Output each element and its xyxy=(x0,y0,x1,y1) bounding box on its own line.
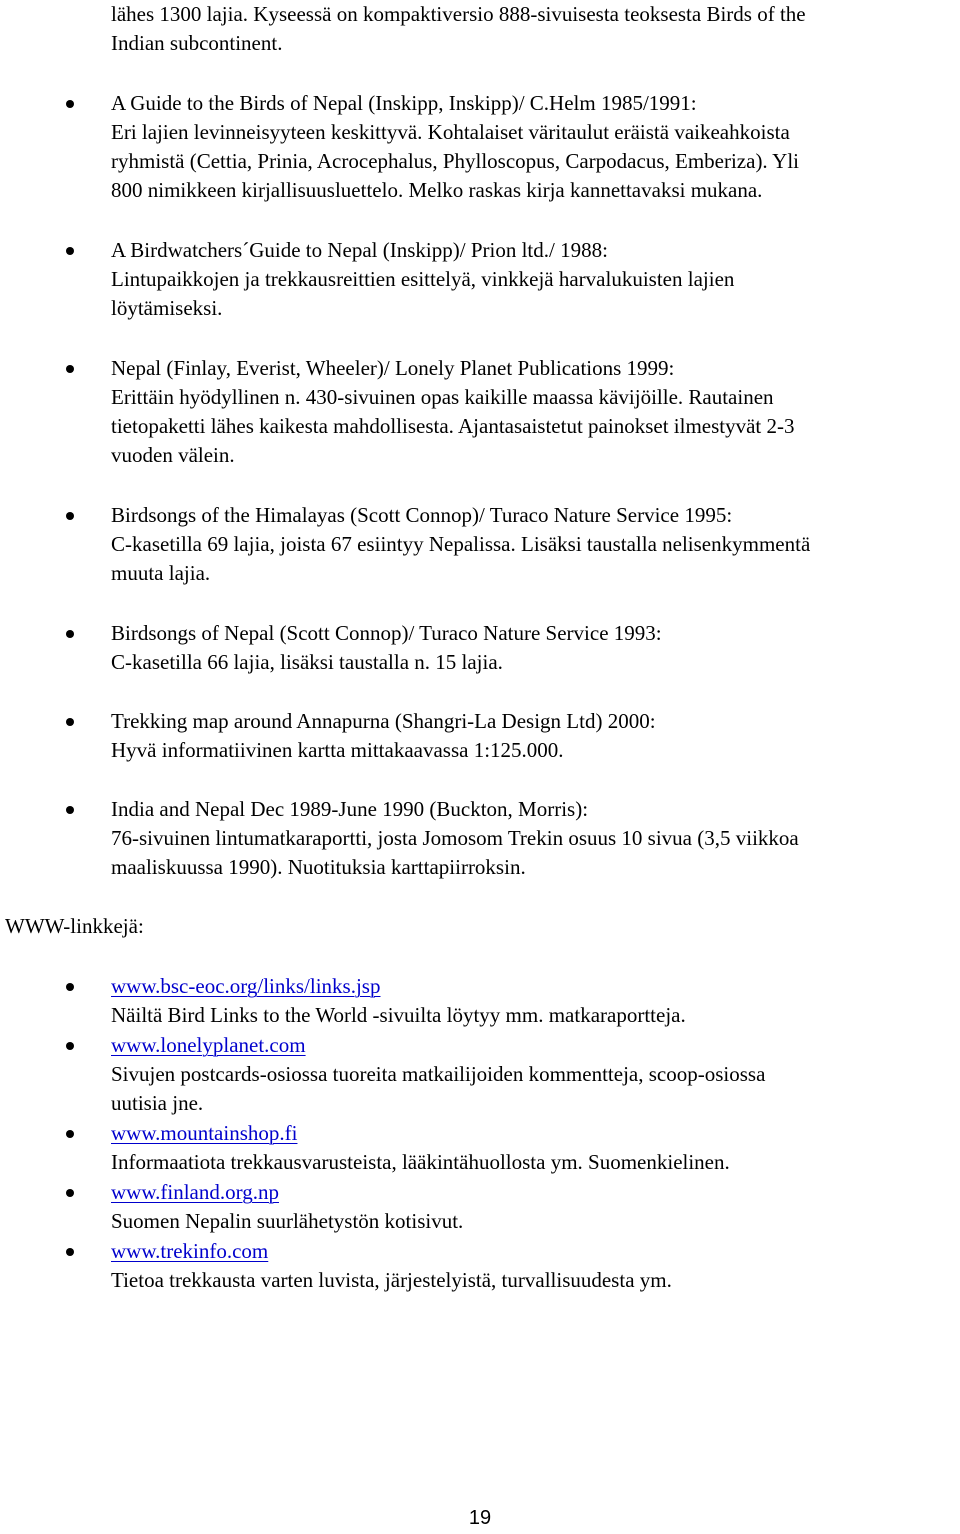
item-1-line-3: 800 nimikkeen kirjallisuusluettelo. Melko raskas kirja kannettavaksi mukana. xyxy=(111,178,763,202)
bullet-icon xyxy=(66,718,74,726)
item-1-line-1: Eri lajien levinneisyyteen keskittyvä. Kohtalaiset väritaulut eräistä vaikeahkoista xyxy=(111,120,790,144)
item-4-line-1: C-kasetilla 69 lajia, joista 67 esiintyy Nepalissa. Lisäksi taustalla nelisenkymmentä xyxy=(111,532,811,556)
link-item-4 xyxy=(111,1237,268,1267)
bullet-icon xyxy=(66,100,74,108)
item-2-line-0: A Birdwatchers´Guide to Nepal (Inskipp)/ Prion ltd./ 1988: xyxy=(111,238,608,262)
bullet-icon xyxy=(66,1130,74,1138)
links-heading: WWW-linkkejä: xyxy=(5,914,144,938)
item-7-line-2: maaliskuussa 1990). Nuotituksia karttapiirroksin. xyxy=(111,855,526,879)
item-3-line-2: tietopaketti lähes kaikesta mahdollisesta. Ajantasaistetut painokset ilmestyvät 2-3 xyxy=(111,414,795,438)
link-lonelyplanet[interactable]: www.lonelyplanet.com xyxy=(111,1033,306,1057)
link-finland-embassy[interactable]: www.finland.org.np xyxy=(111,1180,279,1204)
bullet-icon xyxy=(66,1042,74,1050)
item-3-line-3: vuoden välein. xyxy=(111,443,235,467)
item-5-line-1: C-kasetilla 66 lajia, lisäksi taustalla n. 15 lajia. xyxy=(111,650,503,674)
link-mountainshop[interactable]: www.mountainshop.fi xyxy=(111,1121,298,1145)
item-3-line-0: Nepal (Finlay, Everist, Wheeler)/ Lonely Planet Publications 1999: xyxy=(111,356,675,380)
link-item-2 xyxy=(111,1119,297,1149)
link-0-desc: Näiltä Bird Links to the World -sivuilta löytyy mm. matkaraportteja. xyxy=(111,1003,686,1027)
item-3-line-1: Erittäin hyödyllinen n. 430-sivuinen opas kaikille maassa kävijöille. Rautainen xyxy=(111,385,774,409)
link-1-desc-line-1: uutisia jne. xyxy=(111,1091,204,1115)
item-1-line-0: A Guide to the Birds of Nepal (Inskipp, Inskipp)/ C.Helm 1985/1991: xyxy=(111,91,697,115)
bullet-icon xyxy=(66,1189,74,1197)
link-item-0 xyxy=(111,972,380,1002)
item-2-line-1: Lintupaikkojen ja trekkausreittien esittelyä, vinkkejä harvalukuisten lajien xyxy=(111,267,735,291)
bullet-icon xyxy=(66,365,74,373)
link-1-desc-line-0: Sivujen postcards-osiossa tuoreita matkailijoiden kommentteja, scoop-osiossa xyxy=(111,1062,766,1086)
bullet-icon xyxy=(66,983,74,991)
bullet-icon xyxy=(66,806,74,814)
link-3-desc: Suomen Nepalin suurlähetystön kotisivut. xyxy=(111,1209,464,1233)
item-4-line-0: Birdsongs of the Himalayas (Scott Connop)/ Turaco Nature Service 1995: xyxy=(111,503,733,527)
item-4-line-2: muuta lajia. xyxy=(111,561,211,585)
link-bsc-eoc[interactable]: www.bsc-eoc.org/links/links.jsp xyxy=(111,974,381,998)
bullet-icon xyxy=(66,247,74,255)
bullet-icon xyxy=(66,630,74,638)
item-2-line-2: löytämiseksi. xyxy=(111,296,223,320)
bullet-icon xyxy=(66,1248,74,1256)
page-number: 19 xyxy=(468,1507,492,1529)
link-item-1 xyxy=(111,1031,306,1061)
item-7-line-1: 76-sivuinen lintumatkaraportti, josta Jomosom Trekin osuus 10 sivua (3,5 viikkoa xyxy=(111,826,799,850)
item-7-line-0: India and Nepal Dec 1989-June 1990 (Buckton, Morris): xyxy=(111,797,589,821)
link-2-desc: Informaatiota trekkausvarusteista, lääkintähuollosta ym. Suomenkielinen. xyxy=(111,1150,730,1174)
item-6-line-1: Hyvä informatiivinen kartta mittakaavassa 1:125.000. xyxy=(111,738,564,762)
bullet-icon xyxy=(66,512,74,520)
item-0-line-0: lähes 1300 lajia. Kyseessä on kompaktiversio 888-sivuisesta teoksesta Birds of the xyxy=(111,2,806,26)
item-1-line-2: ryhmistä (Cettia, Prinia, Acrocephalus, Phylloscopus, Carpodacus, Emberiza). Yli xyxy=(111,149,799,173)
link-trekinfo[interactable]: www.trekinfo.com xyxy=(111,1239,269,1263)
link-4-desc: Tietoa trekkausta varten luvista, järjestelyistä, turvallisuudesta ym. xyxy=(111,1268,672,1292)
item-6-line-0: Trekking map around Annapurna (Shangri-La Design Ltd) 2000: xyxy=(111,709,656,733)
item-0-line-1: Indian subcontinent. xyxy=(111,31,283,55)
item-5-line-0: Birdsongs of Nepal (Scott Connop)/ Turaco Nature Service 1993: xyxy=(111,621,662,645)
link-item-3 xyxy=(111,1178,279,1208)
